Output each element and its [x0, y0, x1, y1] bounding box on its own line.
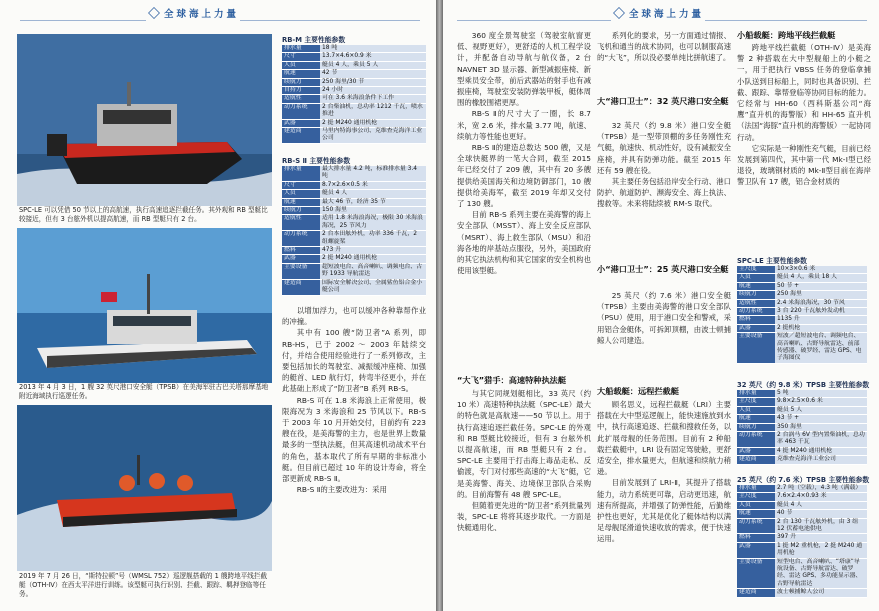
spec-value: 150 海里 [320, 207, 426, 215]
body-col1-top [457, 30, 591, 276]
spec-value: 2 挺 M240 通用机枪 [320, 119, 426, 127]
spec-row [737, 324, 867, 332]
spec-value: 马里内特海事公司、克维查克海洋工业公司 [320, 128, 426, 144]
heading-lri: 大船载艇：远程拦截艇 [597, 386, 679, 396]
caption-tpsb-32: 2013 年 4 月 3 日，1 艘 32 英尺港口安全艇（TPSB）在美海军驻古巴关塔那摩基地附近海域执行巡逻任务。 [19, 383, 269, 400]
caption-oth-iv: 2019 年 7 月 26 日，“斯特拉顿”号（WMSL 752）巡逻舰搭载的 1 艘跨地平线拦截艇（OTH-Ⅳ）在西太平洋进行训练。该型艇可执行识别、拦截、跟踪、羁押登临等任务。 [19, 572, 268, 598]
spec-value: 42 节 [320, 70, 426, 78]
spec-key: 续航力 [737, 291, 775, 299]
spec-row [737, 415, 867, 423]
spec-key: 航速 [282, 198, 320, 206]
spec-value: 艇员 4 人 [320, 190, 426, 198]
spec-row [282, 247, 426, 255]
spec-value: 艇员 5 人 [775, 406, 867, 414]
paragraph: 25 英尺（约 7.6 米）港口安全艇（TPSB）主要由美海警的港口安全部队（PSU）使用，用于港口安全和警戒，采用铝合金艇体，可拆卸顶棚，由波士顿捕鲸人公司建造。 [597, 291, 731, 345]
spec-row [737, 398, 867, 406]
spec-row [282, 61, 426, 69]
spec-key: 主尺度 [737, 266, 775, 274]
spec-row [282, 95, 426, 103]
paragraph: 其中有 100 艘“防卫者”A 系列，即 RB-HS，已于 2002 ～ 2003 年陆续交付，并结合使用经验进行了一系列修改，主要包括加长的驾驶室、减振缓冲座椅、加强的艇首、LED 航行灯，转弯半径更小，并在此基础上形成了“防卫者”B 系列 RB-S。 [282, 328, 426, 394]
photo-tpsb-32 [17, 228, 272, 383]
spec-key: 武器 [737, 447, 775, 455]
spec-key: 续航力 [282, 207, 320, 215]
spec-key: 适航性 [737, 299, 775, 307]
paragraph: 32 英尺（约 9.8 米）港口安全艇（TPSB）是一型带顶棚的多任务刚性充气艇，航速快、机动性好，设有减振安全座椅，并具有防弹功能。截至 2015 年还有 59 艘在役。 [597, 121, 731, 175]
spec-value: 适用 1.8 米海浪海况，极限 30 米海浪海况，25 节风力 [320, 215, 426, 231]
header-title: 全球海上力量 [164, 9, 240, 20]
spec-row [282, 87, 426, 95]
body-col3-oth [737, 42, 871, 188]
spec-value: 2 挺 M240 通用机枪 [320, 255, 426, 263]
spec-value: 397 升 [775, 534, 867, 542]
spec-key: 建造商 [737, 589, 775, 597]
spec-key: 自持力 [282, 87, 320, 95]
body-col2-intro [597, 30, 731, 64]
spec-row [282, 128, 426, 144]
paragraph: 它实际是一种刚性充气艇，目前已经发展到第四代，其中第一代 Mk-Ⅰ型已经退役，玻璃钢材质的 Mk-Ⅱ型目前在海岸警卫队有 17 艘，铝合金材质的 [737, 143, 871, 187]
spec-value: 8.7×2.6×0.5 米 [320, 181, 426, 189]
spec-key: 主要设备 [737, 333, 775, 364]
spec-row [282, 181, 426, 189]
spec-row [737, 390, 867, 398]
spec-title-spc: SPC-LE 主要性能参数 [737, 257, 807, 265]
spec-value: 2.7 吨（空载），4.3 吨（满载） [775, 485, 867, 493]
spec-key: 人员 [282, 190, 320, 198]
caption-spc-le: SPC-LE 可以凭借 50 节以上的高航速，执行高速追逐拦截任务。其外观和 RB 型艇比较接近，但有 3 台舷外机以提高航速，而 RB 型艇只有 2 台。 [19, 206, 268, 223]
photo-spc-le [17, 34, 272, 206]
spec-key: 燃料 [282, 247, 320, 255]
spec-row [737, 589, 867, 597]
spec-key: 建造商 [282, 128, 320, 144]
body-col2-lri [597, 399, 731, 545]
spec-row [737, 534, 867, 542]
left-page [0, 0, 436, 611]
spec-row [737, 308, 867, 316]
paragraph: 其主要任务包括沿岸安全行动、港口防护、航道防护、濒海安全、海上执法、搜救等。未来将陆续被 RM-S 取代。 [597, 177, 731, 209]
spec-row [282, 103, 426, 119]
spec-title-25: 25 英尺（约 7.6 米）TPSB 主要性能参数 [737, 476, 870, 484]
spec-row [282, 45, 426, 53]
spec-table-25 [737, 485, 867, 598]
spec-value: 2 台涡马 6V 型内置柴油机，总功率 463 千瓦 [775, 432, 867, 448]
spec-value: 18 吨 [320, 45, 426, 53]
spec-value: 43 节 + [775, 415, 867, 423]
spec-key: 主要设备 [282, 263, 320, 279]
spec-row [282, 231, 426, 247]
heading-tpsb-32: 大“港口卫士”：32 英尺港口安全艇 [597, 96, 729, 106]
spec-row [282, 119, 426, 127]
spec-value: 2 挺机枪 [775, 324, 867, 332]
spec-value: 超短波电台、高音喇叭、调频电台、古野 1933 导航雷达 [320, 263, 426, 279]
spec-key: 武器 [282, 255, 320, 263]
spec-row [737, 558, 867, 589]
spec-key: 主尺度 [737, 398, 775, 406]
spec-key: 航速 [737, 415, 775, 423]
paragraph: RB-S Ⅱ的建造总数达 500 艘，又是全球快艇界的一笔大合同，截至 2015 年已经交付了 209 艘，其中有 20 多艘提供给美国海关和边境防御部门，10 艘提供给美海军，截至 2019 年却又交付了 130 艘。 [457, 143, 591, 209]
header-diamond-icon [613, 7, 625, 19]
spec-value: 350 海里 [775, 423, 867, 431]
spec-value: 国际安全解决公司、全属鲨鱼铝合金小艇公司 [320, 279, 426, 295]
spec-row [737, 432, 867, 448]
spec-value: 5 吨 [775, 390, 867, 398]
spec-value: 2 台本田舷外机，功率 336 千瓦，2 组螺旋桨 [320, 231, 426, 247]
spec-key: 排水量 [282, 166, 320, 181]
spec-key: 人员 [737, 501, 775, 509]
paragraph: RB-S Ⅱ的尺寸大了一圈，长 8.7 米，宽 2.6 米，排水量 3.77 吨，航速、续航力等性能也更好。 [457, 109, 591, 141]
spec-key: 主要设备 [737, 558, 775, 589]
spec-value: 473 升 [320, 247, 426, 255]
spec-value: 2.4 米海浪海况，30 节风 [775, 299, 867, 307]
spec-key: 适航性 [282, 215, 320, 231]
spec-key: 动力系统 [282, 231, 320, 247]
spec-value: 10×3×0.6 米 [775, 266, 867, 274]
spec-key: 动力系统 [737, 308, 775, 316]
spec-value: 3 台 220 千瓦舷外发动机 [775, 308, 867, 316]
paragraph: 目前 RB-S 系列主要在美海警的海上安全部队（MSST）、海上安全反应部队（MSRT）、海上救生部队（MSU）和沿海各地的岸基站点服役，另外，美国政府的其它执法机构和其它国家的安全机构也使用该型艇。 [457, 210, 591, 276]
spec-key: 续航力 [737, 423, 775, 431]
left-body-text [282, 305, 426, 495]
spec-key: 动力系统 [282, 103, 320, 119]
spec-row [737, 274, 867, 282]
spec-value: 13.7×4.6×0.9 米 [320, 53, 426, 61]
spec-key: 人员 [737, 274, 775, 282]
spec-title-32: 32 英尺（约 9.8 米）TPSB 主要性能参数 [737, 381, 870, 389]
spec-key: 武器 [737, 324, 775, 332]
spec-value: 9.8×2.5×0.6 米 [775, 398, 867, 406]
spec-row [737, 406, 867, 414]
spec-table-rbs [282, 166, 426, 296]
spec-key: 燃料 [737, 534, 775, 542]
spec-value: 2 台 130 千瓦舷外机，由 3 组 12 伏蓄电池供电 [775, 518, 867, 534]
spec-row [737, 447, 867, 455]
spec-row [282, 190, 426, 198]
photo-oth-iv [17, 405, 272, 571]
body-col2-tpsb25 [597, 290, 731, 346]
spec-key: 航速 [737, 282, 775, 290]
spec-key: 燃料 [737, 316, 775, 324]
heading-oth: 小船载艇：跨地平线拦截艇 [737, 30, 836, 40]
paragraph: 360 度全景驾驶室（驾驶室航窗更低、视野更好），更舒适的人机工程学设计，并配备自动导航与航仪备，2 台 NAVNET 3D 显示器、新型减振座椅、新型乘员安全带，前后武器站的射手也有减振座椅，驾驶室安装防弹装甲板，艇体周围的橡胶围裙更厚。 [457, 31, 591, 108]
running-header [148, 6, 239, 20]
header-rule [240, 20, 420, 21]
spec-row [737, 493, 867, 501]
spec-table-32 [737, 390, 867, 465]
spec-row [282, 166, 426, 181]
spec-row [282, 215, 426, 231]
paragraph: 目前发展到了 LRI-Ⅱ，其提升了搭载能力，动力系统更可靠，启动更迅速，航速有所提高，并增强了防弹性能，后勤维护性也更好，尤其是优化了艇体结构以满足母舰尾滑道快速收放的需求，便于快速运用。 [597, 478, 731, 544]
spec-value: 1 挺 M2 重机枪，2 挺 M240 通用机枪 [775, 542, 867, 558]
spec-row [282, 198, 426, 206]
spec-row [737, 485, 867, 493]
spec-value: 短型电台、高音喇叭、“塔康”导航设备、古野导航雷达、破罗经、雷达 GPS、多功能显示器、古野导航雷达 [775, 558, 867, 589]
spec-key: 武器 [282, 119, 320, 127]
spec-key: 尺寸 [282, 181, 320, 189]
spec-value: 2 台柴油机，总功率 1212 千瓦，喷水推进 [320, 103, 426, 119]
header-rule [457, 20, 611, 21]
spec-key: 人员 [282, 61, 320, 69]
spec-value: 波士顿捕鲸人公司 [775, 589, 867, 597]
spec-row [737, 501, 867, 509]
spec-value: 40 节 [775, 510, 867, 518]
spec-value: 最大 46 节，经济 35 节 [320, 198, 426, 206]
spec-row [282, 78, 426, 86]
body-col1-bottom [457, 388, 591, 534]
spec-key: 武器 [737, 542, 775, 558]
spec-key: 航速 [737, 510, 775, 518]
spec-value: 1135 升 [775, 316, 867, 324]
spec-row [737, 282, 867, 290]
paragraph: 系列化的要求，另一方面通过情报、飞机和通当的战术协同，也可以制服高速的“大飞”，所以没必要单纯比拼航速了。 [597, 31, 731, 63]
spec-value: 7.6×2.4×0.93 米 [775, 493, 867, 501]
spec-row [737, 542, 867, 558]
spec-key: 排水量 [282, 45, 320, 53]
spec-key: 航速 [282, 70, 320, 78]
spec-value: 短波／超短波电台、调频电台、高音喇叭、古野导航雷达、前部传感器、破罗经、雷达 GPS、电子海图仪 [775, 333, 867, 364]
spec-value: 4 挺 M240 通用机枪 [775, 447, 867, 455]
spec-key: 主尺度 [737, 493, 775, 501]
running-header [613, 6, 704, 20]
spec-row [282, 53, 426, 61]
spec-value: 50 节 + [775, 282, 867, 290]
spec-key: 尺寸 [282, 53, 320, 61]
spec-row [282, 70, 426, 78]
spec-row [737, 333, 867, 364]
paragraph: RB-S Ⅱ的主要改进为：采用 [296, 485, 387, 495]
spec-title-rbs: RB-S Ⅱ 主要性能参数 [282, 157, 351, 165]
spec-row [737, 299, 867, 307]
spec-row [737, 316, 867, 324]
spec-key: 排水量 [737, 485, 775, 493]
spec-value: 可在 3.6 米海浪条件下工作 [320, 95, 426, 103]
spec-value: 艇员 4 人 [775, 501, 867, 509]
spec-value: 250 海里/30 节 [320, 78, 426, 86]
paragraph: 但随着更先进的“防卫者”系列批量列装，SPC-LE 将将其逐步取代。一方面是快艇通用化、 [457, 501, 591, 533]
spec-value: 24 小时 [320, 87, 426, 95]
spec-key: 适航性 [282, 95, 320, 103]
right-page [443, 0, 879, 611]
page-gutter [436, 0, 443, 611]
spec-row [737, 266, 867, 274]
paragraph: 跨地平线拦截艇（OTH-Ⅳ）是美海警 2 种搭载在大中型舰船上的小艇之一，用于把执行 VBSS 任务的登临拿捕小队送到目标船上，同时也具备识别、拦截、跟踪、靠帮登临等协同目标的能力。它经常与 HH-60（西科斯基公司“海鹰”直升机的海警版）和 HH-65 直升机（法国“海豚”直升机的海警版）一起协同行动。 [737, 43, 871, 142]
spec-row [737, 510, 867, 518]
spec-title-rbm: RB-M 主要性能参数 [282, 36, 346, 44]
header-diamond-icon [148, 7, 160, 19]
spec-key: 动力系统 [737, 518, 775, 534]
heading-tpsb-25: 小“港口卫士”：25 英尺港口安全艇 [597, 264, 729, 274]
spec-value: 艇员 4 人，乘员 5 人 [320, 61, 426, 69]
spec-table-rbm [282, 45, 426, 144]
spec-key: 动力系统 [737, 432, 775, 448]
spec-value: 最大排水量 4.2 吨，标准排水量 3.4 吨 [320, 166, 426, 181]
spec-key: 建造商 [282, 279, 320, 295]
header-rule [705, 20, 867, 21]
spec-row [282, 279, 426, 295]
spec-row [737, 291, 867, 299]
spec-row [737, 423, 867, 431]
spec-row [737, 456, 867, 464]
paragraph: 与其它同规划艇相比，33 英尺（约 10 米）高速特种执法艇（SPC-LE）最大的特色就是高航速——50 节以上。用于执行高速追逐拦截任务。SPC-LE 的外观和 RB 型艇比较接近，但有 3 台舷外机以提高航速，而 RB 型艇只有 2 台。SPC-LE 主要用于打击海上毒品走私、反偷渡，专门对付那些高速的“大飞”艇，它是美海警、海关、边境保卫部队合采购的。目前海警有 48 艘 SPC-LE。 [457, 389, 591, 499]
spec-table-spc [737, 266, 867, 364]
paragraph: RB-S 可在 1.8 米海浪上正常使用，极限海况为 3 米海浪和 25 节风以下。RB-S 于 2003 年 10 月开始交付，目前约有 223 艘在役，是美海警的主力，也是世界上数量最多的一型执法艇，但其高速机动战术平台的角色，基本取代了所有早期的非标准小艇。但目前已超过 10 年的设计寿命，将全部更新成 RB-S Ⅱ。 [282, 395, 426, 484]
header-title: 全球海上力量 [629, 9, 705, 20]
body-col2-tpsb32 [597, 120, 731, 210]
spec-row [282, 207, 426, 215]
spec-row [737, 518, 867, 534]
spec-row [282, 263, 426, 279]
spec-key: 建造商 [737, 456, 775, 464]
heading-interceptor: “大飞”猎手：高速特种执法艇 [457, 375, 567, 385]
spec-value: 艇员 4 人，乘员 18 人 [775, 274, 867, 282]
spec-value: 250 海里 [775, 291, 867, 299]
spec-row [282, 255, 426, 263]
spec-key: 续航力 [282, 78, 320, 86]
spec-key: 排水量 [737, 390, 775, 398]
paragraph: 以增加浮力，也可以缓冲各种靠帮作业的冲撞。 [282, 306, 426, 327]
spec-value: 克维查克海洋工业公司 [775, 456, 867, 464]
paragraph: 顾名思义，远程拦截艇（LRI）主要搭载在大中型巡逻舰上，能快速施放到水中，执行高速追逐、拦截和搜救任务，以此扩展母舰的任务范围。目前有 2 种船载拦截艇中，LRI 设有固定驾驶舱，更舒适安全，排水量更大，但航速和续航力稍逊。 [597, 400, 731, 477]
spec-key: 人员 [737, 406, 775, 414]
header-rule [20, 20, 146, 21]
